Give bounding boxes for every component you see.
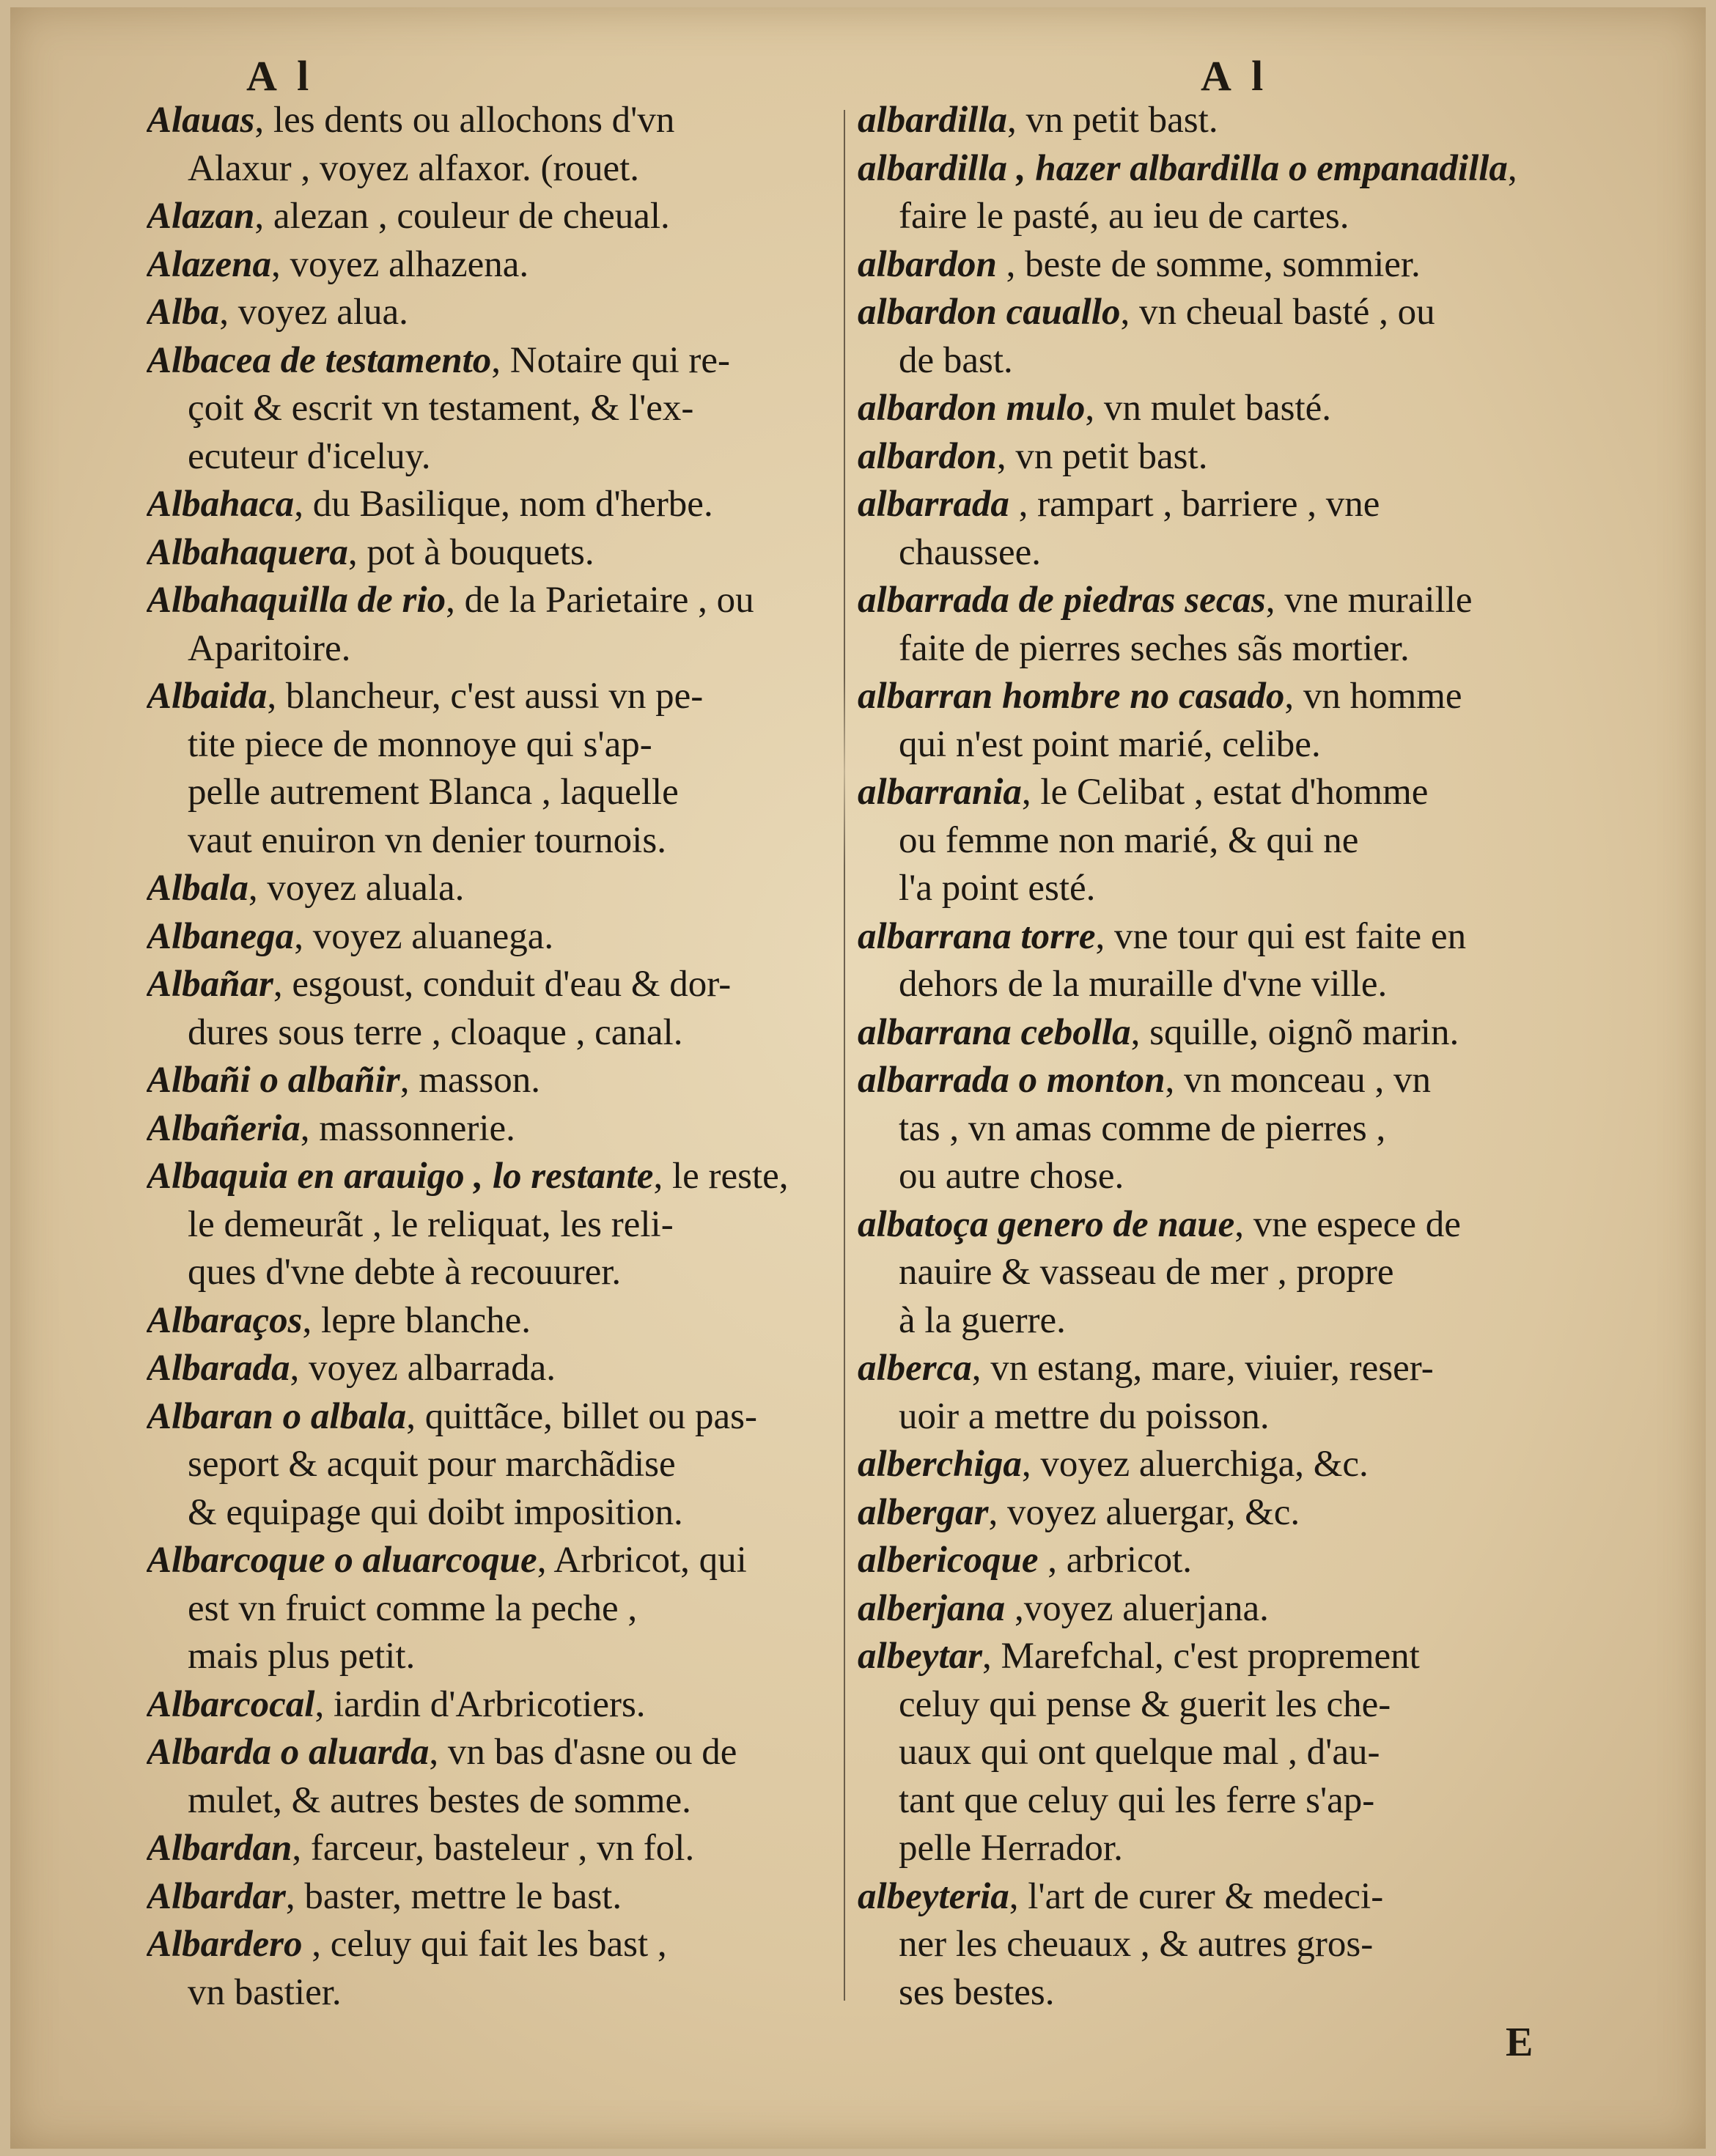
entry-line: faire le pasté, au ieu de cartes. [899,196,1349,237]
entry-headword: Albahaquilla de rio [147,580,446,621]
dictionary-entry [147,337,836,481]
dictionary-entry [858,1057,1547,1201]
entry-definition: , le reste, [653,1156,789,1197]
entry-headword: albeyteria [858,1875,1009,1917]
dictionary-entry [858,433,1547,481]
entry-definition: , voyez aluanega. [294,915,554,957]
entry-headword: Albala [147,868,248,909]
entry-definition: , de la Parietaire , ou [446,580,754,621]
entry-line: qui n'est point marié, celibe. [899,723,1321,765]
entry-headword: Albaquia en arauigo , lo restante [147,1156,654,1197]
dictionary-entry [858,1201,1547,1345]
entry-line: ques d'vne debte à recouurer. [188,1252,622,1293]
entry-line: pelle Herrador. [899,1828,1123,1869]
entry-line: Aparitoire. [188,627,351,669]
entry-line: uaux qui ont quelque mal , d'au- [899,1732,1380,1773]
entry-headword: albarrada [858,484,1009,525]
dictionary-entry [858,577,1547,673]
entry-definition: , voyez aluala. [248,868,465,909]
entry-headword: Albaida [147,676,268,717]
entry-definition: , vn mulet basté. [1085,388,1332,429]
entry-definition: , vne muraille [1265,580,1473,621]
dictionary-entry [858,145,1547,241]
entry-line: le demeurãt , le reliquat, les reli- [188,1203,674,1245]
dictionary-entry [147,97,836,193]
entry-line: nauire & vasseau de mer , propre [899,1252,1394,1293]
entry-headword: albericoque [858,1540,1039,1581]
dictionary-entry [147,1393,836,1537]
entry-definition: , vn cheual basté , ou [1120,292,1435,333]
dictionary-entry [147,193,836,241]
entry-definition: , les dents ou allochons d'vn [254,100,675,141]
entry-headword: Albardar [147,1875,286,1917]
entry-headword: albergar [858,1491,989,1533]
entry-line: mais plus petit. [188,1636,416,1677]
entry-line: tite piece de monnoye qui s'ap- [188,723,652,765]
entry-definition: , alezan , couleur de cheual. [254,196,670,237]
entry-definition: , arbricot. [1038,1540,1193,1581]
entry-line: dehors de la muraille d'vne ville. [899,964,1388,1005]
entry-headword: albatoça genero de naue [858,1203,1235,1245]
entry-headword: alberjana [858,1587,1006,1629]
entry-line: tas , vn amas comme de pierres , [899,1107,1386,1149]
dictionary-entry [147,577,836,673]
dictionary-entry [858,769,1547,913]
left-running-head: A l [246,52,315,100]
entry-headword: Albañar [147,964,273,1005]
entry-headword: albarrana torre [858,915,1096,957]
entry-definition: , lepre blanche. [302,1299,531,1341]
entry-definition: , beste de somme, sommier. [996,243,1421,285]
entry-definition: ,voyez aluerjana. [1005,1587,1269,1629]
entry-definition: , le Celibat , estat d'homme [1021,772,1429,813]
entry-definition: , squille, oignõ marin. [1130,1011,1459,1053]
entry-line: Alaxur , voyez alfaxor. (rouet. [188,147,640,189]
entry-headword: Alba [147,292,220,333]
dictionary-entry [858,289,1547,385]
entry-headword: Albañeria [147,1107,301,1149]
entry-headword: albarrada o monton [858,1060,1166,1101]
entry-line: pelle autrement Blanca , laquelle [188,772,679,813]
entry-line: dures sous terre , cloaque , canal. [188,1011,683,1053]
entry-definition: , vn petit bast. [1007,100,1218,141]
dictionary-entry [858,673,1547,769]
entry-headword: Alazan [147,196,255,237]
entry-line: celuy qui pense & guerit les che- [899,1683,1391,1725]
entry-definition: , pot à bouquets. [347,531,594,573]
entry-line: mulet, & autres bestes de somme. [188,1779,691,1821]
entry-definition: , Arbricot, qui [537,1540,747,1581]
entry-headword: Albardan [147,1828,292,1869]
dictionary-entry [147,1825,836,1873]
entry-definition: , baster, mettre le bast. [285,1875,622,1917]
entry-definition: , iardin d'Arbricotiers. [314,1683,646,1725]
dictionary-entry [147,1297,836,1345]
dictionary-entry [858,1489,1547,1537]
entry-line: & equipage qui doibt imposition. [188,1491,683,1533]
dictionary-entry [147,1681,836,1729]
entry-headword: albarrania [858,772,1022,813]
entry-headword: albardon [858,243,997,285]
entry-definition: , vn monceau , vn [1165,1060,1432,1101]
dictionary-entry [147,529,836,577]
dictionary-entry [858,1537,1547,1585]
entry-headword: Alazena [147,243,272,285]
entry-line: à la guerre. [899,1299,1066,1341]
entry-definition: , vne espece de [1234,1203,1461,1245]
entry-headword: albardon [858,435,997,477]
entry-definition: , quittãce, billet ou pas- [406,1395,757,1437]
entry-definition: , voyez alua. [219,292,408,333]
entry-definition: , rampart , barriere , vne [1009,484,1380,525]
entry-headword: alberca [858,1348,972,1389]
entry-definition: , esgoust, conduit d'eau & dor- [273,964,732,1005]
entry-headword: Albarda o aluarda [147,1732,430,1773]
entry-definition: , voyez aluerchiga, &c. [1021,1444,1369,1485]
book-page [10,7,1706,2149]
entry-line: chaussee. [899,531,1041,573]
entry-definition: , vn bas d'asne ou de [429,1732,737,1773]
column-rule [844,110,845,2001]
entry-line: ner les cheuaux , & autres gros- [899,1924,1374,1965]
dictionary-entry [147,1873,836,1921]
entry-headword: Albacea de testamento [147,339,492,381]
entry-headword: Albahaca [147,484,295,525]
entry-headword: Albardero [147,1924,303,1965]
dictionary-entry [858,1441,1547,1489]
entry-headword: albardon mulo [858,388,1086,429]
entry-headword: Albarcoque o aluarcoque [147,1540,537,1581]
dictionary-entry [858,913,1547,1009]
entry-headword: albarrada de piedras secas [858,580,1266,621]
entry-definition: , masson. [399,1060,541,1101]
dictionary-entry [147,1345,836,1393]
right-column [858,97,1547,2017]
entry-definition: , l'art de curer & medeci- [1009,1875,1384,1917]
entry-definition: , celuy qui fait les bast , [302,1924,667,1965]
entry-headword: Albaraços [147,1299,303,1341]
dictionary-entry [858,481,1547,577]
entry-line: faite de pierres seches sãs mortier. [899,627,1410,669]
entry-definition: , voyez aluergar, &c. [988,1491,1300,1533]
dictionary-entry [147,865,836,913]
entry-line: l'a point esté. [899,868,1096,909]
entry-definition: , vne tour qui est faite en [1095,915,1467,957]
dictionary-entry [858,97,1547,145]
entry-definition: , Marefchal, c'est proprement [982,1636,1420,1677]
entry-line: ou femme non marié, & qui ne [899,819,1359,861]
entry-line: est vn fruict comme la peche , [188,1587,638,1629]
entry-line: çoit & escrit vn testament, & l'ex- [188,388,694,429]
dictionary-entry [147,1729,836,1825]
entry-definition: , voyez albarrada. [290,1348,556,1389]
dictionary-entry [858,1633,1547,1873]
entry-headword: Albahaquera [147,531,348,573]
entry-definition: , massonnerie. [300,1107,515,1149]
entry-headword: albarran hombre no casado [858,676,1285,717]
entry-definition: , voyez alhazena. [271,243,529,285]
entry-line: tant que celuy qui les ferre s'ap- [899,1779,1375,1821]
dictionary-entry [147,673,836,865]
entry-definition: , Notaire qui re- [491,339,730,381]
dictionary-entry [858,1873,1547,2017]
entry-headword: Alauas [147,100,255,141]
dictionary-entry [858,1345,1547,1441]
dictionary-entry [147,241,836,289]
dictionary-entry [147,961,836,1057]
entry-line: vn bastier. [188,1971,342,2013]
dictionary-entry [858,1585,1547,1633]
dictionary-entry [147,289,836,337]
entry-line: seport & acquit pour marchãdise [188,1444,676,1485]
entry-headword: albardon cauallo [858,292,1121,333]
dictionary-entry [147,913,836,961]
entry-line: ses bestes. [899,1971,1055,2013]
dictionary-entry [858,241,1547,289]
entry-definition: , vn estang, mare, viuier, reser- [971,1348,1434,1389]
entry-line: ecuteur d'iceluy. [188,435,431,477]
entry-headword: albeytar [858,1636,982,1677]
catchword: E [1506,2020,1533,2065]
entry-definition: , du Basilique, nom d'herbe. [294,484,713,525]
dictionary-entry [147,1153,836,1297]
entry-headword: albardilla [858,100,1008,141]
entry-line: de bast. [899,339,1013,381]
entry-headword: Albarada [147,1348,290,1389]
dictionary-entry [147,1057,836,1105]
entry-headword: alberchiga [858,1444,1022,1485]
entry-line: vaut enuiron vn denier tournois. [188,819,666,861]
entry-line: ou autre chose. [899,1156,1124,1197]
entry-definition: , farceur, basteleur , vn fol. [292,1828,695,1869]
dictionary-entry [858,1009,1547,1057]
entry-line: uoir a mettre du poisson. [899,1395,1270,1437]
dictionary-entry [147,1105,836,1153]
right-running-head: A l [1201,52,1270,100]
entry-headword: Albañi o albañir [147,1060,400,1101]
entry-definition: , blancheur, c'est aussi vn pe- [267,676,704,717]
entry-headword: Albanega [147,915,295,957]
entry-headword: Albaran o albala [147,1395,407,1437]
entry-definition: , vn homme [1284,676,1462,717]
entry-definition: , vn petit bast. [996,435,1208,477]
dictionary-entry [147,1537,836,1681]
entry-headword: albarrana cebolla [858,1011,1131,1053]
dictionary-entry [147,1921,836,2017]
left-column [147,97,836,2017]
dictionary-entry [147,481,836,529]
entry-headword: albardilla , hazer albardilla o empanadilla [858,147,1508,189]
dictionary-entry [858,385,1547,433]
entry-headword: Albarcocal [147,1683,315,1725]
entry-definition: , [1507,147,1517,189]
